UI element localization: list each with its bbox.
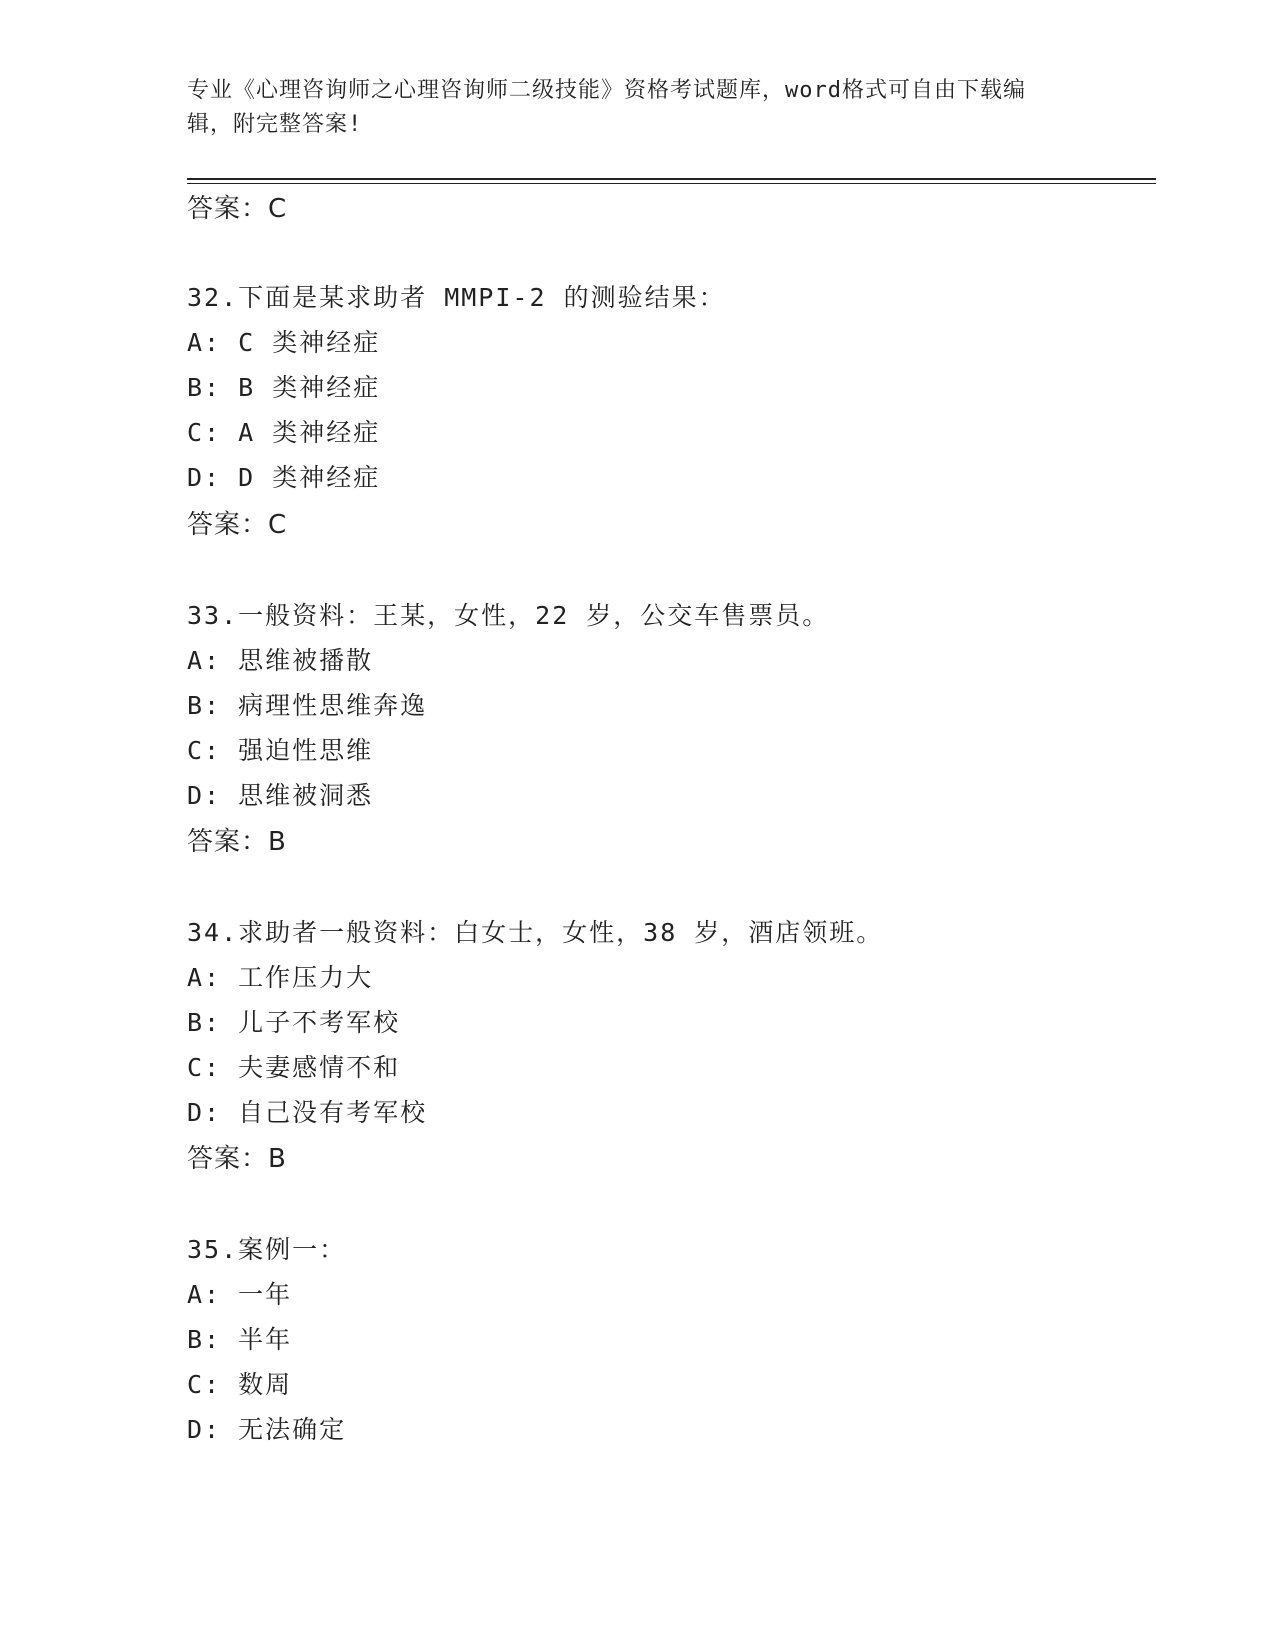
question-33-option-b: B: 病理性思维奔逸	[187, 691, 428, 720]
question-35-option-b: B: 半年	[187, 1325, 293, 1354]
question-32-option-a: A: C 类神经症	[187, 328, 381, 357]
question-34-option-a: A: 工作压力大	[187, 963, 374, 992]
header-note: 专业《心理咨询师之心理咨询师二级技能》资格考试题库，word格式可自由下载编辑，附完整答案!	[187, 78, 1026, 137]
header-divider	[187, 178, 1156, 180]
header-divider-thin	[187, 183, 1156, 184]
question-35-option-c: C: 数周	[187, 1370, 293, 1399]
question-33-option-d: D: 思维被洞悉	[187, 781, 374, 810]
question-33-answer: 答案：B	[187, 827, 287, 857]
question-33-option-a: A: 思维被播散	[187, 646, 374, 675]
question-33-stem: 33.一般资料：王某，女性，22 岁，公交车售票员。	[187, 601, 830, 630]
question-35-stem: 35.案例一：	[187, 1235, 347, 1264]
question-32-answer: 答案：C	[187, 510, 288, 540]
question-32-option-d: D: D 类神经症	[187, 463, 381, 492]
question-35-option-a: A: 一年	[187, 1280, 293, 1309]
question-32-option-b: B: B 类神经症	[187, 373, 381, 402]
question-34-answer: 答案：B	[187, 1144, 287, 1174]
previous-answer: 答案：C	[187, 194, 288, 224]
question-34-option-c: C: 夫妻感情不和	[187, 1053, 401, 1082]
question-34-option-b: B: 儿子不考军校	[187, 1008, 401, 1037]
question-32-option-c: C: A 类神经症	[187, 418, 381, 447]
question-35-option-d: D: 无法确定	[187, 1415, 347, 1444]
question-33-option-c: C: 强迫性思维	[187, 736, 374, 765]
question-34-option-d: D: 自己没有考军校	[187, 1098, 428, 1127]
question-34-stem: 34.求助者一般资料：白女士，女性，38 岁，酒店领班。	[187, 918, 884, 947]
question-32-stem: 32.下面是某求助者 MMPI-2 的测验结果：	[187, 283, 726, 312]
